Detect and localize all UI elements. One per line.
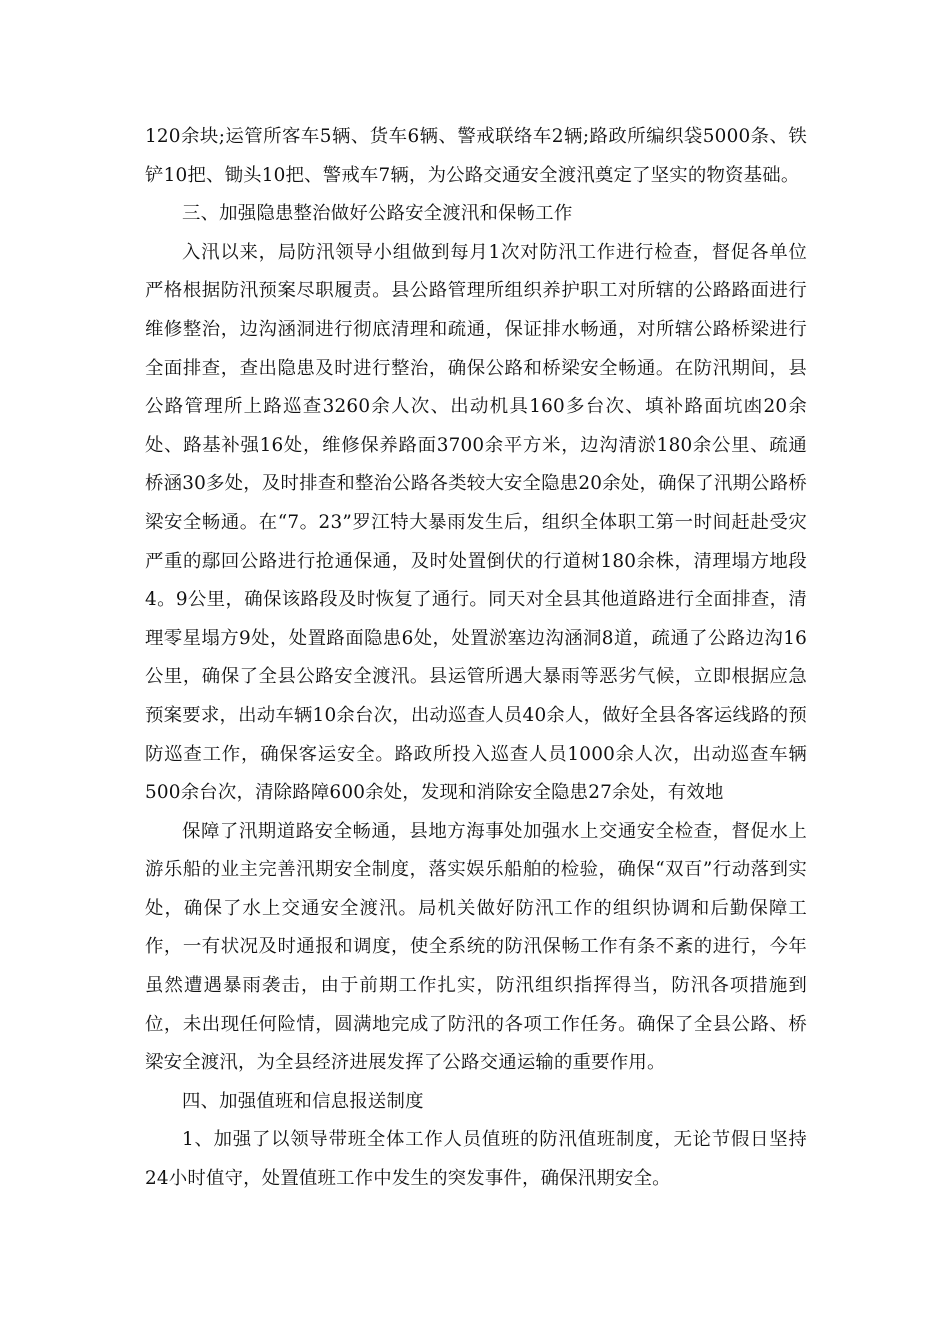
paragraph-flood-inspection: 入汛以来，局防汛领导小组做到每月1次对防汛工作进行检查，督促各单位严格根据防汛预案尽职履责。县公路管理所组织养护职工对所辖的公路路面进行维修整治，边沟涵洞进行彻底清理和疏通，保证排水畅通，对所辖公路桥梁进行全面排查，查出隐患及时进行整治，确保公路和桥梁安全畅通。在防汛期间，县公路管理所上路巡查3260余人次、出动机具160多台次、填补路面坑凼20余处、路基补强16处，维修保养路面3700余平方米，边沟清淤180余公里、疏通桥涵30多处，及时排查和整治公路各类较大安全隐患20余处，确保了汛期公路桥梁安全畅通。在“7。23”罗江特大暴雨发生后，组织全体职工第一时间赶赴受灾严重的鄢回公路进行抢通保通，及时处置倒伏的行道树180余株，清理塌方地段4。9公里，确保该路段及时恢复了通行。同天对全县其他道路进行全面排查，清理零星塌方9处，处置路面隐患6处，处置淤塞边沟涵洞8道，疏通了公路边沟16公里，确保了全县公路安全渡汛。县运管所遇大暴雨等恶劣气候，立即根据应急预案要求，出动车辆10余台次，出动巡查人员40余人，做好全县各客运线路的预防巡查工作，确保客运安全。路政所投入巡查人员1000余人次，出动巡查车辆500余台次，清除路障600余处，发现和消除安全隐患27余处，有效地 <box>145 241 807 804</box>
paragraph-duty-system: 1、加强了以领导带班全体工作人员值班的防汛值班制度，无论节假日坚持24小时值守，处置值班工作中发生的突发事件，确保汛期安全。 <box>145 1129 807 1190</box>
section-heading-four: 四、加强值班和信息报送制度 <box>182 1090 424 1112</box>
section-heading-three: 三、加强隐患整治做好公路安全渡汛和保畅工作 <box>182 203 573 225</box>
paragraph-materials-continued: 120余块;运管所客车5辆、货车6辆、警戒联络车2辆;路政所编织袋5000条、铁铲10把、锄头10把、警戒车7辆，为公路交通安全渡汛奠定了坚实的物资基础。 <box>145 126 807 186</box>
paragraph-road-safety: 保障了汛期道路安全畅通，县地方海事处加强水上交通安全检查，督促水上游乐船的业主完善汛期安全制度，落实娱乐船舶的检验，确保“双百”行动落到实处，确保了水上交通安全渡汛。局机关做好防汛工作的组织协调和后勤保障工作，一有状况及时通报和调度，使全系统的防汛保畅工作有条不紊的进行，今年虽然遭遇暴雨袭击，由于前期工作扎实，防汛组织指挥得当，防汛各项措施到位，未出现任何险情，圆满地完成了防汛的各项工作任务。确保了全县公路、桥梁安全渡汛，为全县经济进展发挥了公路交通运输的重要作用。 <box>145 820 807 1074</box>
document-body <box>145 118 807 1199</box>
